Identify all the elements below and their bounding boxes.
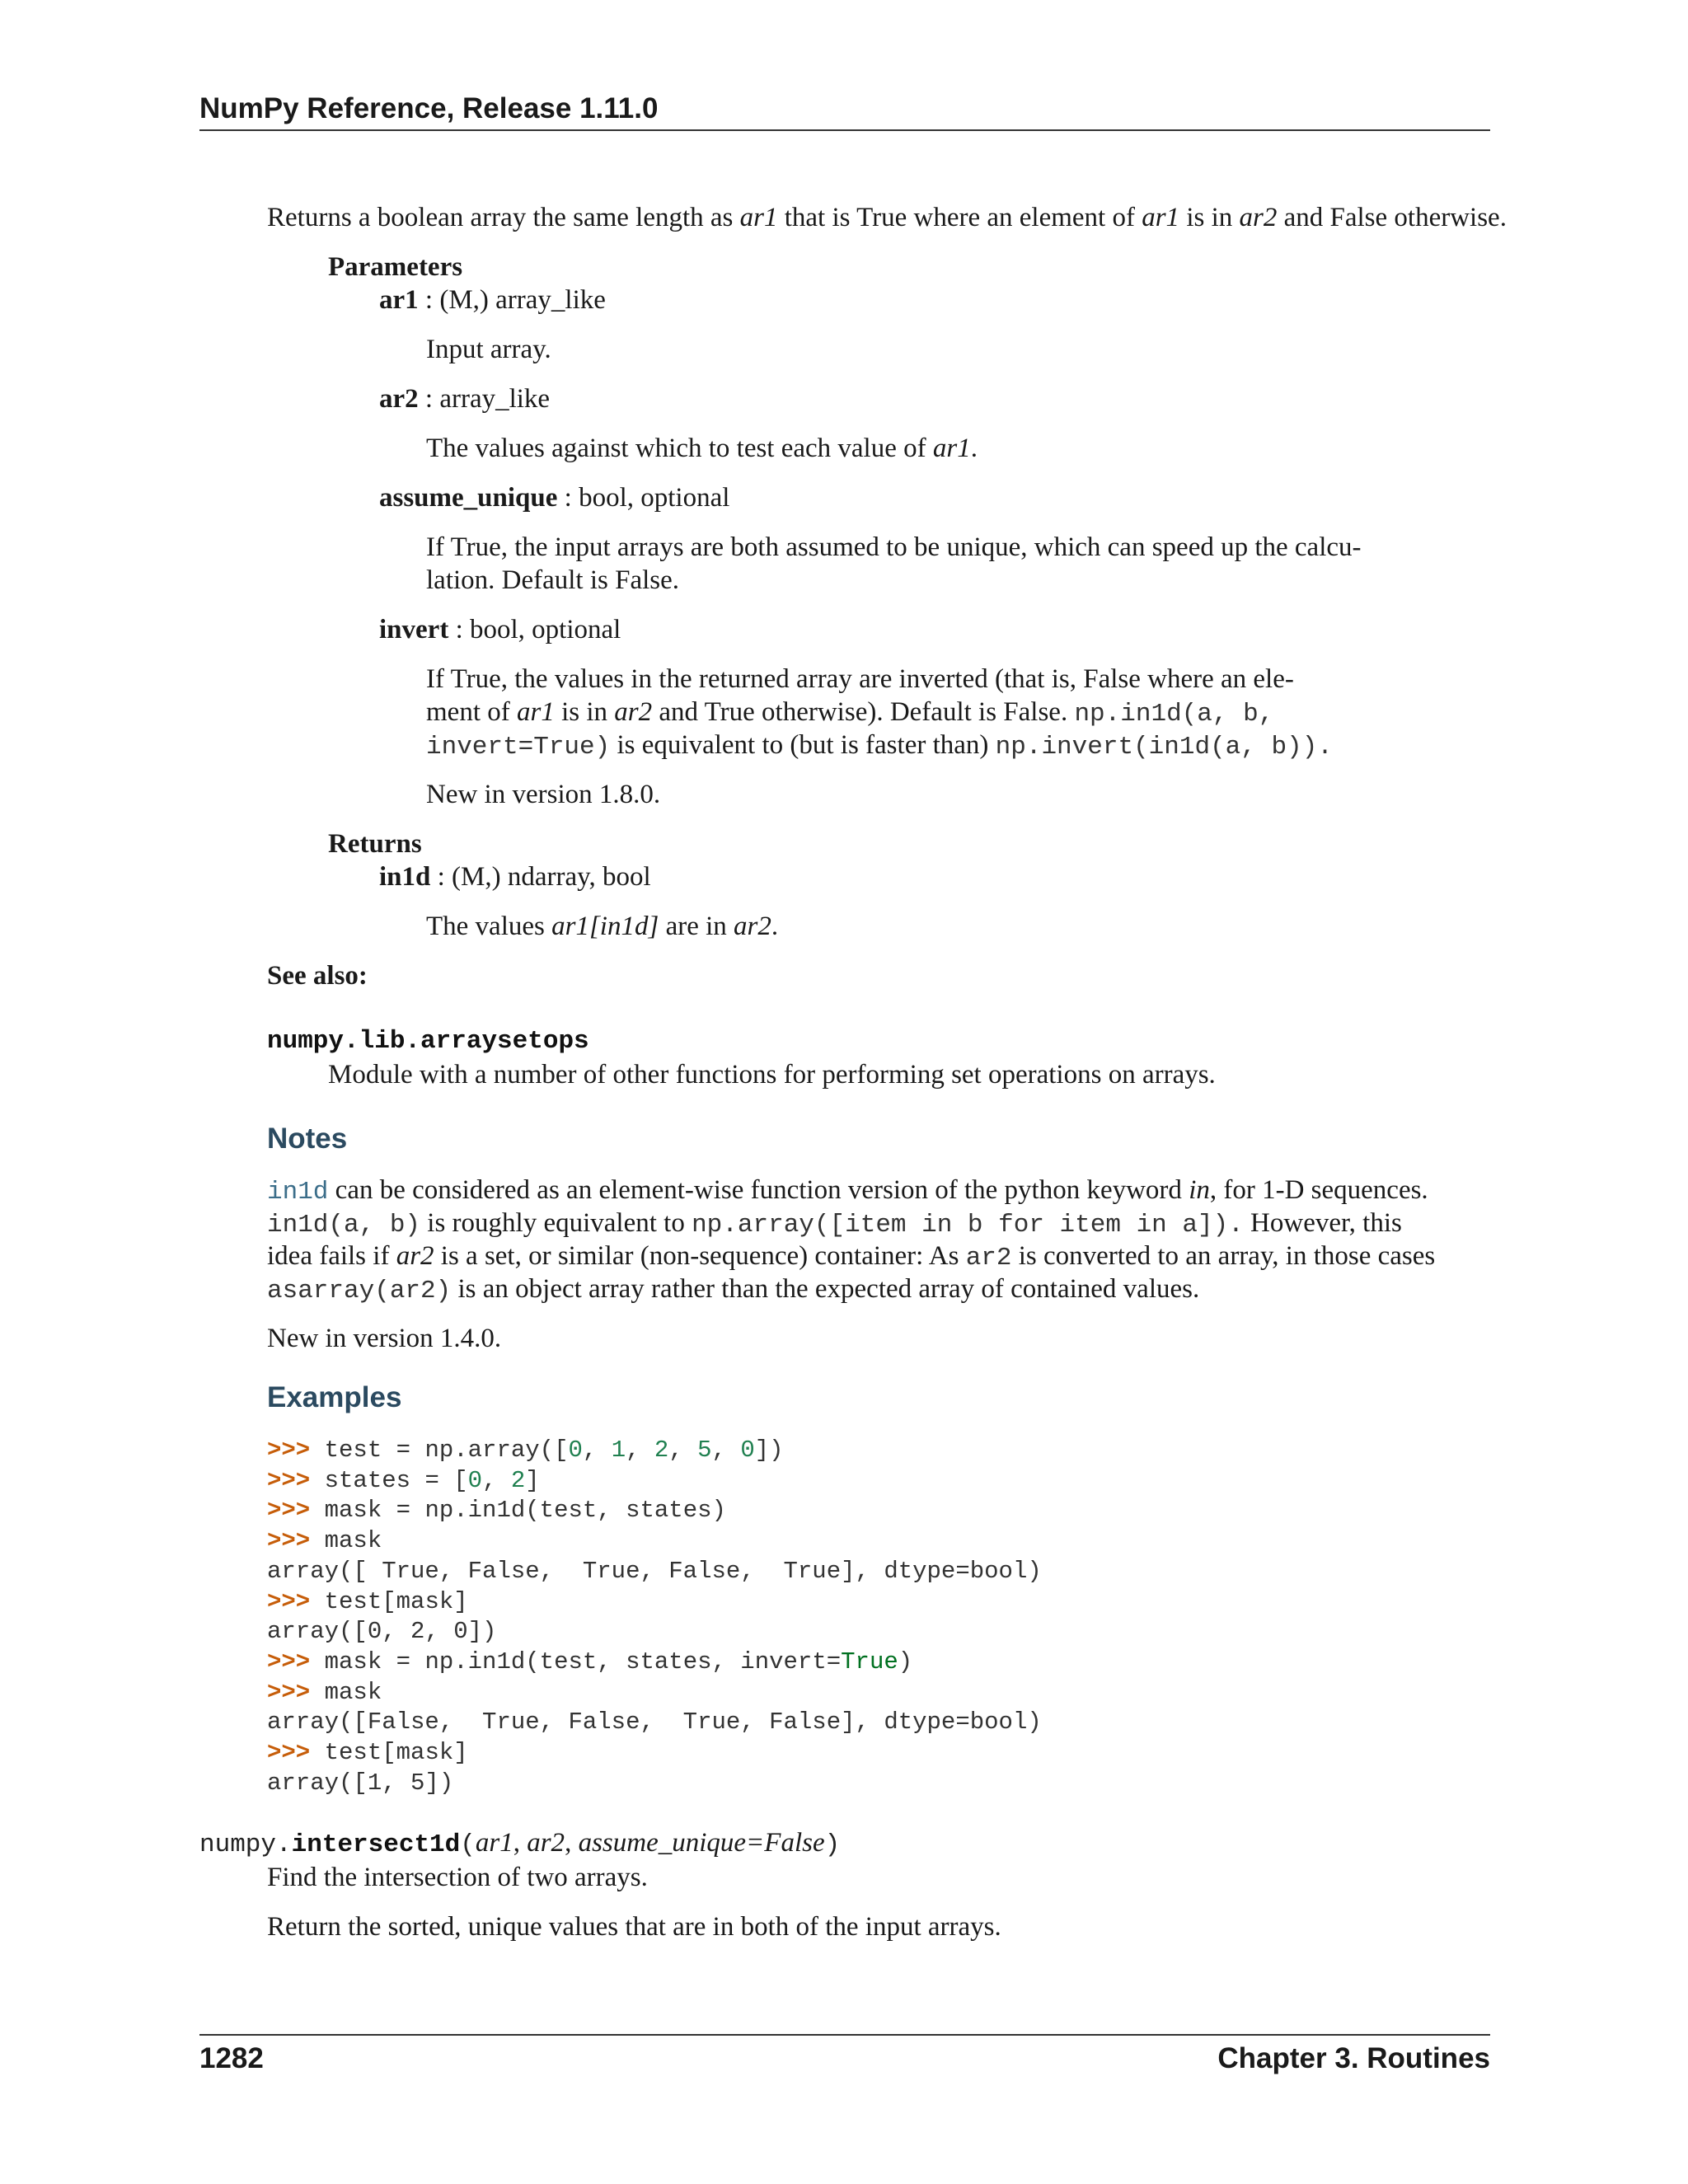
notes-line4: asarray(ar2) is an object array rather than the expected array of contained values.	[267, 1274, 1200, 1305]
notes-line3: idea fails if ar2 is a set, or similar (non-sequence) container: As ar2 is converted to an array, in those cases	[267, 1241, 1436, 1272]
intersect1d-summary: Find the intersection of two arrays.	[267, 1863, 648, 1892]
running-header-title: NumPy Reference, Release 1.11.0	[199, 92, 659, 124]
code-line: >>> mask	[267, 1678, 382, 1706]
param-ar1: ar1 : (M,) array_like	[379, 285, 606, 315]
code-line: >>> mask = np.in1d(test, states)	[267, 1497, 726, 1525]
return-in1d-desc: The values ar1[in1d] are in ar2.	[426, 912, 779, 941]
chapter-label: Chapter 3. Routines	[1217, 2042, 1490, 2074]
param-ar2: ar2 : array_like	[379, 384, 551, 414]
intersect1d-description: Return the sorted, unique values that are in both of the input arrays.	[267, 1912, 1001, 1942]
examples-heading: Examples	[267, 1381, 402, 1413]
intersect1d-signature: numpy.intersect1d(ar1, ar2, assume_unique=False)	[199, 1828, 841, 1859]
code-line: >>> test = np.array([0, 1, 2, 5, 0])	[267, 1436, 784, 1464]
param-ar2-desc: The values against which to test each value of ar1.	[426, 434, 978, 463]
return-in1d: in1d : (M,) ndarray, bool	[379, 862, 651, 892]
param-invert-desc-line2: ment of ar1 is in ar2 and True otherwise). Default is False. np.in1d(a, b,	[426, 697, 1274, 729]
notes-line2: in1d(a, b) is roughly equivalent to np.array([item in b for item in a]). However, this	[267, 1208, 1402, 1240]
footer-rule	[199, 2034, 1490, 2036]
param-assume-unique-desc-line1: If True, the input arrays are both assumed to be unique, which can speed up the calcu-	[426, 532, 1362, 562]
code-output: array([1, 5])	[267, 1769, 454, 1797]
notes-line1: in1d can be considered as an element-wise function version of the python keyword in, for 1-D sequences.	[267, 1175, 1428, 1207]
parameters-heading: Parameters	[328, 252, 463, 282]
page-number: 1282	[199, 2042, 264, 2074]
see-also-link-arraysetops[interactable]: numpy.lib.arraysetops	[267, 1027, 589, 1056]
param-invert-version: New in version 1.8.0.	[426, 780, 661, 809]
header-rule	[199, 129, 1490, 131]
code-line: >>> mask = np.in1d(test, states, invert=True)	[267, 1647, 913, 1675]
notes-heading: Notes	[267, 1122, 348, 1155]
in1d-link[interactable]: in1d	[267, 1178, 329, 1207]
code-line: >>> test[mask]	[267, 1587, 468, 1615]
code-output: array([False, True, False, True, False], dtype=bool)	[267, 1708, 1042, 1736]
intro-sentence: Returns a boolean array the same length as ar1 that is True where an element of ar1 is in ar2 and False otherwise.	[267, 203, 1507, 232]
code-line: >>> mask	[267, 1527, 382, 1555]
notes-version: New in version 1.4.0.	[267, 1324, 502, 1353]
see-also-heading: See also:	[267, 961, 368, 991]
examples-code-block	[267, 1436, 1042, 1798]
code-output: array([0, 2, 0])	[267, 1618, 497, 1646]
param-invert-desc-line1: If True, the values in the returned array are inverted (that is, False where an ele-	[426, 664, 1294, 694]
param-invert-desc-line3: invert=True) is equivalent to (but is faster than) np.invert(in1d(a, b)).	[426, 730, 1333, 762]
code-line: >>> test[mask]	[267, 1739, 468, 1767]
returns-heading: Returns	[328, 829, 422, 859]
param-ar1-desc: Input array.	[426, 335, 551, 364]
param-invert: invert : bool, optional	[379, 615, 621, 644]
code-output: array([ True, False, True, False, True], dtype=bool)	[267, 1557, 1042, 1585]
param-assume-unique-desc-line2: lation. Default is False.	[426, 565, 680, 595]
see-also-desc: Module with a number of other functions for performing set operations on arrays.	[328, 1060, 1216, 1090]
param-assume-unique: assume_unique : bool, optional	[379, 483, 730, 513]
code-line: >>> states = [0, 2]	[267, 1466, 540, 1494]
